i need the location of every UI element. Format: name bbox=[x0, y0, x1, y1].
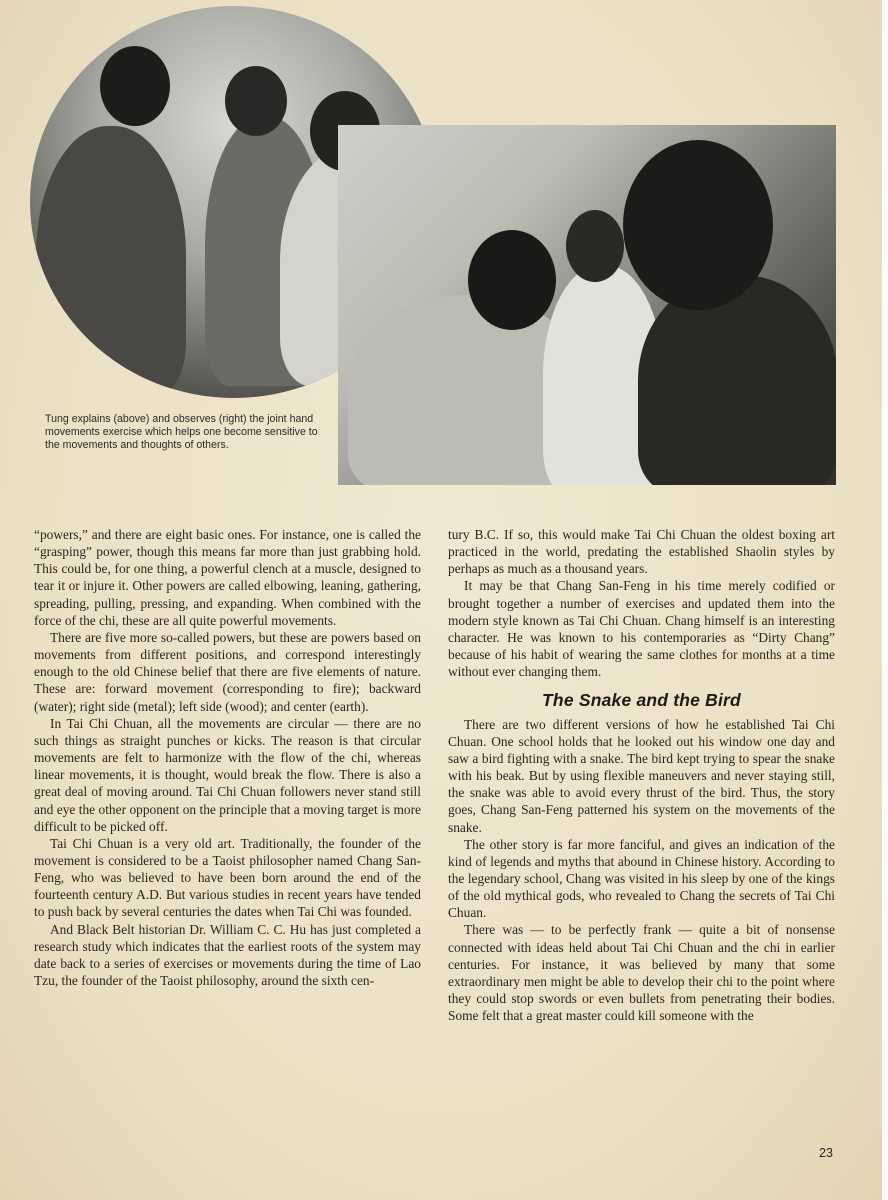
left-column bbox=[34, 526, 421, 989]
paragraph: And Black Belt historian Dr. William C. C. Hu has just completed a research study which indicates that the earliest roots of the system may date back to a series of exercises or movements during the time of Lao Tzu, the founder of the Taoist philosophy, around the sixth cen- bbox=[34, 921, 421, 989]
section-subheading: The Snake and the Bird bbox=[542, 690, 741, 711]
figure-middle-head bbox=[225, 66, 287, 136]
paragraph: The other story is far more fanciful, and gives an indication of the kind of legends and myths that abound in Chinese history. According to the legendary school, Chang was visited in his sleep by one of the kings of the old mythical gods, who revealed to Chang the secrets of Tai Chi Chuan. bbox=[448, 836, 835, 921]
paragraph: In Tai Chi Chuan, all the movements are circular — there are no such things as straight punches or kicks. The reason is that circular movements are felt to harmonize with the flow of the chi, whereas linear movements, it is thought, would break the flow. There is also a great deal of moving around. Tai Chi Chuan followers never stand still and eye the other opponent on the principle that a moving target is more difficult to be picked off. bbox=[34, 715, 421, 834]
page-number: 23 bbox=[819, 1146, 833, 1160]
paragraph: “powers,” and there are eight basic ones. For instance, one is called the “grasping” power, though this means far more than just grabbing hold. This could be, for one thing, a powerful clench at a muscle, designed to tear it or injure it. Other powers are called elbowing, leaning, gathering, spreading, pulling, pressing, and expanding. When combined with the force of the chi, these are all quite powerful movements. bbox=[34, 527, 421, 628]
figure-back-head bbox=[566, 210, 624, 282]
paragraph: Tai Chi Chuan is a very old art. Traditionally, the founder of the movement is considered to be a Taoist philosopher named Chang San-Feng, who was believed to have been born around the end of the fourteenth century A.D. But various studies in recent years have tended to push back by several centuries the dates when Tai Chi was founded. bbox=[34, 835, 421, 920]
figure-front-head bbox=[468, 230, 556, 330]
rectangular-photo bbox=[338, 125, 836, 485]
figure-plaid-shirt bbox=[638, 275, 836, 485]
right-column bbox=[448, 526, 835, 1024]
paragraph: There are five more so-called powers, but these are powers based on movements from different positions, and correspond interestingly enough to the old Chinese belief that there are five elements of nature. These are: forward movement (corresponding to fire); backward (water); right side (metal); left side (wood); and center (earth). bbox=[34, 629, 421, 714]
figure-plaid-head bbox=[623, 140, 773, 310]
paragraph: tury B.C. If so, this would make Tai Chi Chuan the oldest boxing art practiced in the world, predating the established Shaolin styles by perhaps as much as a thousand years. bbox=[448, 527, 835, 577]
paragraph: There are two different versions of how he established Tai Chi Chuan. One school holds that he looked out his window one day and saw a bird fighting with a snake. The bird kept trying to spear the snake with his beak. But by using flexible maneuvers and never staying still, the snake was able to avoid every thrust of the bird. Thus, the story goes, Chang San-Feng patterned his system on the movements of the snake. bbox=[448, 716, 835, 835]
figure-left bbox=[36, 126, 186, 396]
paragraph: It may be that Chang San-Feng in his time merely codified or brought together a number of exercises and updated them into the modern style known as Tai Chi Chuan. Chang himself is an interesting character. He was known to his contemporaries as “Dirty Chang” because of his habit of wearing the same clothes for months at a time without ever changing them. bbox=[448, 578, 835, 680]
page-edge bbox=[882, 0, 888, 1200]
paragraph: There was — to be perfectly frank — quite a bit of nonsense connected with ideas held about Tai Chi Chuan and the chi in earlier centuries. For instance, it was believed by many that some extraordinary men might be able to develop their chi to the point where they could stop swords or even bullets from penetrating their bodies. Some felt that a great master could kill someone with the bbox=[448, 922, 835, 1024]
photo-caption: Tung explains (above) and observes (right) the joint hand movements exercise which helps one become sensitive to the movements and thoughts of others. bbox=[45, 413, 318, 452]
figure-left-head bbox=[100, 46, 170, 126]
